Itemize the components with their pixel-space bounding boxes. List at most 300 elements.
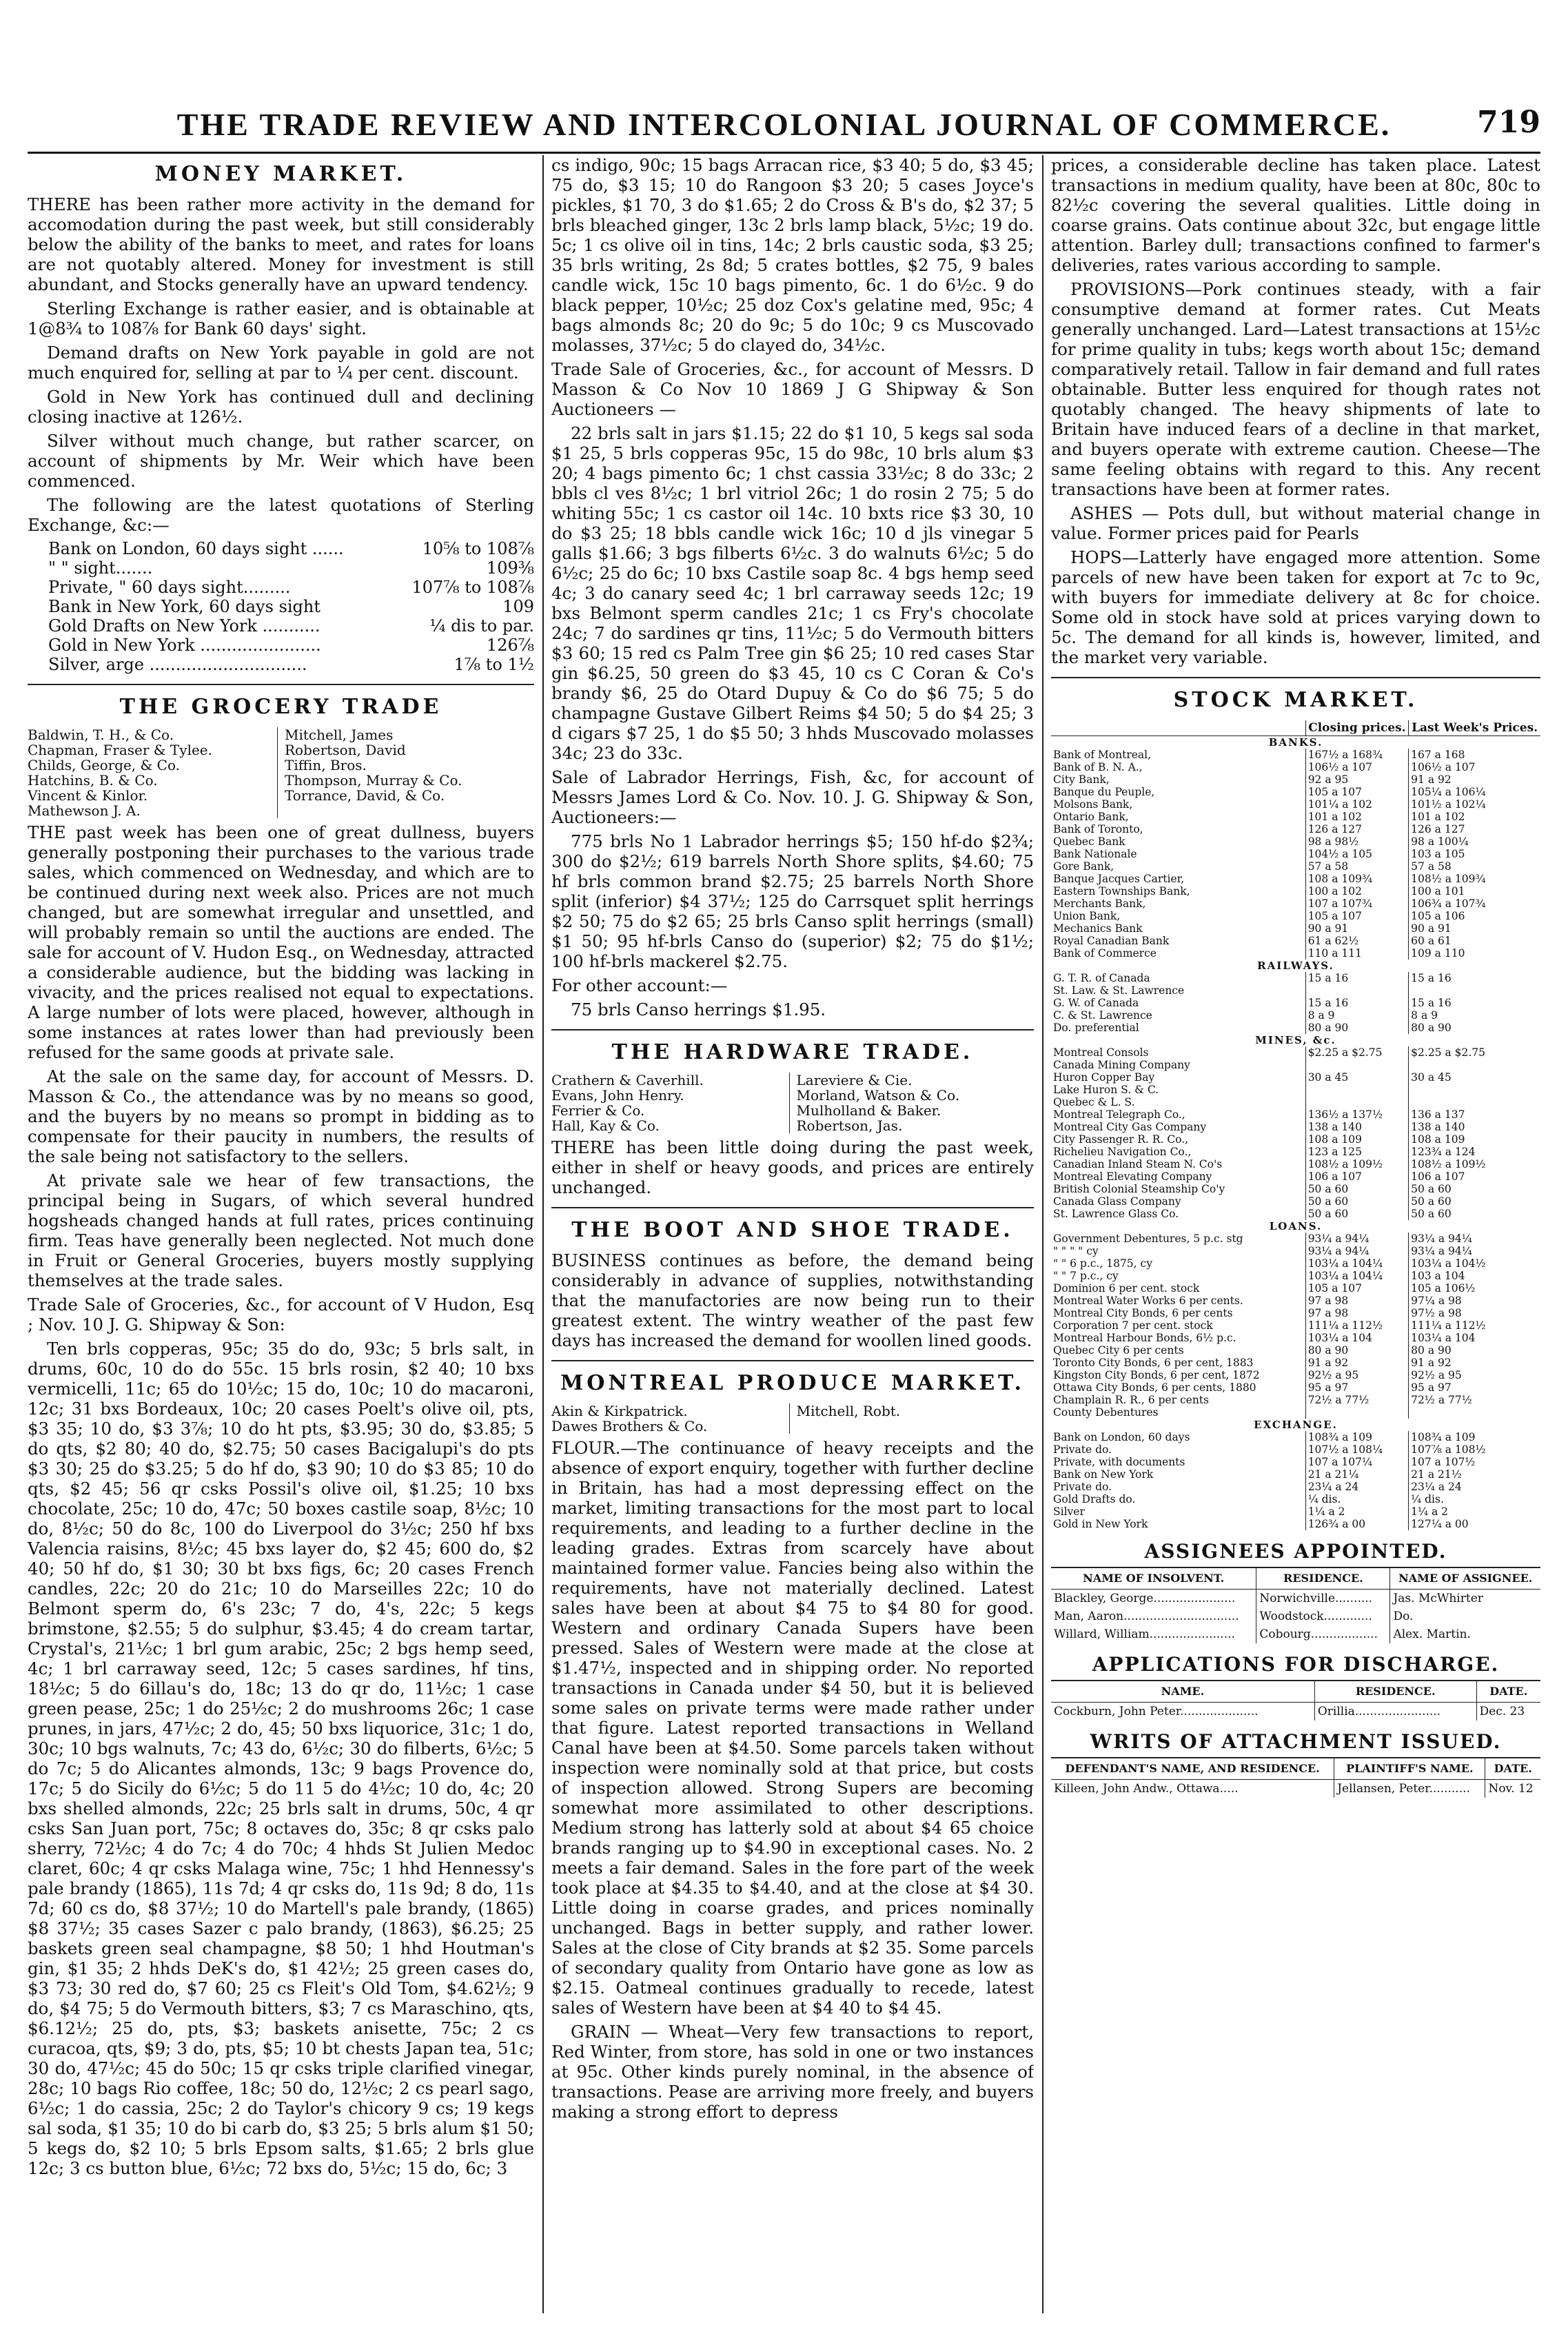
stock-name: Bank on London, 60 days bbox=[1053, 1431, 1190, 1443]
stock-row bbox=[1051, 848, 1540, 860]
stock-row bbox=[1051, 1208, 1540, 1220]
stock-table-header bbox=[1051, 720, 1540, 736]
column-2 bbox=[551, 155, 1034, 2313]
table-row: Blackley, George...................... Norwichville.......... Jas. McWhirter bbox=[1051, 1590, 1540, 1608]
stock-last-week-price: 100 a 101 bbox=[1409, 885, 1540, 897]
stock-name: Montreal Consols bbox=[1053, 1046, 1149, 1059]
stock-row bbox=[1051, 1431, 1540, 1443]
stock-name: Union Bank, bbox=[1053, 910, 1121, 922]
stock-last-week-price: 103 a 105 bbox=[1409, 848, 1540, 860]
sale-note: For other account:— bbox=[551, 975, 728, 995]
stock-last-week-price: 108½ a 109¾ bbox=[1409, 873, 1540, 885]
money-market-paragraph: The following are the latest quotations of Sterling Exchange, &c:— bbox=[28, 495, 534, 535]
stock-closing-price: 80 a 90 bbox=[1305, 1022, 1408, 1034]
stock-last-week-price: 91 a 92 bbox=[1409, 1357, 1540, 1369]
stock-last-week-price: 92½ a 95 bbox=[1409, 1369, 1540, 1381]
money-market-heading: MONEY MARKET. bbox=[154, 162, 407, 186]
rate-row: Private, " 60 days sight......... 107⅞ to 108⅞ bbox=[48, 578, 534, 597]
stock-name: Bank on New York bbox=[1053, 1468, 1154, 1481]
table-row: Willard, William....................... Cobourg.................. Alex. Martin. bbox=[1051, 1625, 1540, 1643]
stock-row bbox=[1051, 1443, 1540, 1456]
stock-last-week-price: $2.25 a $2.75 bbox=[1409, 1046, 1540, 1059]
stock-row bbox=[1051, 1009, 1540, 1022]
hardware-firms bbox=[551, 1073, 1034, 1133]
boot-shoe-paragraph: BUSINESS continues as before, the demand being considerably in advance of supplies, notwithstanding that the manufactories are now being run to their greatest extent. The wintry weather of the past few days has increased the demand for woollen lined goods. bbox=[551, 1250, 1034, 1350]
stock-last-week-price: 90 a 91 bbox=[1409, 922, 1540, 935]
stock-closing-price: 103¼ a 104¼ bbox=[1305, 1257, 1408, 1270]
stock-closing-price: 92 a 95 bbox=[1305, 773, 1408, 786]
col-closing-prices: Closing prices. bbox=[1305, 720, 1408, 736]
stock-row bbox=[1051, 823, 1540, 835]
stock-row bbox=[1051, 1146, 1540, 1158]
stock-last-week-price: 1¼ a 2 bbox=[1409, 1505, 1540, 1518]
stock-row bbox=[1051, 1357, 1540, 1369]
stock-name: Quebec Bank bbox=[1053, 835, 1126, 848]
stock-last-week-price: 60 a 61 bbox=[1409, 935, 1540, 947]
produce-paragraph: GRAIN — Wheat—Very few transactions to report, Red Winter, from store, has sold in one or two instances at 95c. Other kinds purely nominal, in the absence of transactions. Pease are arriving more freely, and buyers making a strong effort to depress bbox=[551, 2022, 1034, 2122]
stock-closing-price: 103¼ a 104¼ bbox=[1305, 1270, 1408, 1282]
rate-row: Gold Drafts on New York ........... ¼ dis to par. bbox=[48, 616, 534, 636]
stock-category-label: MINES, &c. bbox=[1255, 1034, 1336, 1046]
column-3 bbox=[1051, 155, 1540, 2313]
stock-closing-price: 101¼ a 102 bbox=[1305, 798, 1408, 811]
grocery-paragraph: Trade Sale of Groceries, &c., for account of V Hudon, Esq ; Nov. 10 J. G. Shipway & Son: bbox=[28, 1295, 534, 1335]
stock-last-week-price: 93¼ a 94¼ bbox=[1409, 1232, 1540, 1245]
stock-row bbox=[1051, 935, 1540, 947]
firms-right: Mitchell, Robt. bbox=[789, 1403, 1035, 1434]
stock-row bbox=[1051, 1022, 1540, 1034]
table-row: Cockburn, John Peter..................... Orillia....................... Dec. 23 bbox=[1051, 1703, 1540, 1721]
stock-closing-price: 23¼ a 24 bbox=[1305, 1481, 1408, 1493]
stock-name: Montreal Harbour Bonds, 6½ p.c. bbox=[1053, 1332, 1236, 1344]
money-market-paragraph: Gold in New York has continued dull and declining closing inactive at 126½. bbox=[28, 387, 534, 427]
stock-closing-price: 98 a 98½ bbox=[1305, 835, 1408, 848]
grocery-heading: THE GROCERY TRADE bbox=[119, 695, 442, 719]
stock-name: G. T. R. of Canada bbox=[1053, 972, 1150, 984]
stock-closing-price: 90 a 91 bbox=[1305, 922, 1408, 935]
stock-closing-price: 50 a 60 bbox=[1305, 1195, 1408, 1208]
exchange-rates-list bbox=[28, 539, 534, 674]
money-market-paragraph: Sterling Exchange is rather easier, and is obtainable at 1@8¾ to 108⅞ for Bank 60 days' sight. bbox=[28, 298, 534, 338]
discharge-table: NAME. RESIDENCE. DATE. Cockburn, John Peter..................... Orillia....................... Dec. 23 bbox=[1051, 1680, 1540, 1721]
stock-closing-price: 138 a 140 bbox=[1305, 1121, 1408, 1133]
stock-last-week-price: 106 a 107 bbox=[1409, 1170, 1540, 1183]
stock-last-week-price: 50 a 60 bbox=[1409, 1183, 1540, 1195]
stock-last-week-price: 98 a 100¼ bbox=[1409, 835, 1540, 848]
stock-name: Bank of Toronto, bbox=[1053, 823, 1143, 835]
stock-last-week-price: 103 a 104 bbox=[1409, 1270, 1540, 1282]
sale-list: 22 brls salt in jars $1.15; 22 do $1 10, 5 kegs sal soda $1 25, 5 brls copperas 95c, 15 do 98c, 10 brls alum $3 20; 4 bags pimento 6c; 1 chst cassia 33½c; 8 do 33c; 2 bbls cl ves 8½c; 1 brl vitriol 26c; 1 do rosin 2 75; 5 do whiting 55c; 1 cs castor oil 14c. 10 bxts rice $3 30, 10 do $3 25; 18 bbls candle wick 16c; 10 d jls vinegar 5 galls $1.66; 3 bgs filberts 6½c. 3 do walnuts 6½c; 5 do 6½c; 25 do 6c; 10 bxs Castile soap 8c. 4 bgs hemp seed 4c; 3 do canary seed 4c; 1 brl carraway seeds 12c; 19 bxs Belmont sperm candles 21c; 1 cs Fry's chocolate 24c; 7 do sardines qr tins, 11½c; 5 do Vermouth bitters $3 60; 15 red cs Palm Tree gin $6 25; 10 red cases Star gin $6.25, 50 green do $3 45, 10 cs C Coran & Co's brandy $6, 25 do Otard Dupuy & Co do $6 75; 5 do champagne Gustave Gilbert Reims $4 50; 5 do $4 25; 3 d cigars $7 25, 1 do $5 50; 3 hhds Muscovado molasses 34c; 23 do 33c. bbox=[551, 423, 1034, 763]
stock-name: St. Law. & St. Lawrence bbox=[1053, 984, 1185, 997]
stock-closing-price: 72½ a 77½ bbox=[1305, 1394, 1408, 1406]
stock-name: G. W. of Canada bbox=[1053, 997, 1139, 1009]
stock-name: " " " " cy bbox=[1053, 1245, 1099, 1257]
stock-last-week-price: ¼ dis. bbox=[1409, 1493, 1540, 1505]
stock-last-week-price: 136 a 137 bbox=[1409, 1108, 1540, 1121]
stock-last-week-price: 109 a 110 bbox=[1409, 947, 1540, 960]
stock-row bbox=[1051, 835, 1540, 848]
stock-last-week-price bbox=[1409, 1059, 1540, 1071]
grocery-sale-list: Ten brls copperas, 95c; 35 do do, 93c; 5 brls salt, in drums, 60c, 10 do do 55c. 15 brls rosin, $2 40; 10 bxs vermicelli, 11c; 65 do 10½c; 15 do, 10c; 10 do macaroni, 12c; 31 bxs Bordeaux, 10c; 20 cases Poelt's olive oil, pts, $3 35; 10 do, $3 3⅞; 10 do ht pts, $3.95; 30 do, $3.85; 5 do qts, $2 80; 40 do, $2.75; 50 cases Bacigalupi's do pts $3 30; 25 do $3.25; 5 do hf do, $3 90; 10 do $3 85; 10 do qts, $2 45; 56 qr csks Possil's olive oil, $1.25; 10 bxs chocolate, 25c; 10 do, 47c; 50 boxes castile soap, 8½c; 10 do, 8½c; 50 do 8c, 100 do Liverpool do 3½c; 250 hf bxs Valencia raisins, 8½c; 45 bxs layer do, $2 45; 600 do, $2 40; 50 hf do, $1 30; 30 bt bxs figs, 6c; 20 cases French candles, 22c; 20 do 21c; 10 do Marseilles 22c; 10 do Belmont sperm do, 6's 23c; 7 do, 4's, 22c; 5 kegs brimstone, $2.55; 5 do sulphur, $3.45; 4 do cream tartar, Crystal's, 21½c; 1 brl gum arabic, 25c; 2 bgs hemp seed, 4c; 1 brl carraway seed, 12c; 5 cases sardines, hf tins, 18½c; 5 do 6illau's do, 18c; 13 do qr do, 11½c; 1 case green pease, 25c; 1 do 25½c; 2 do mushrooms 26c; 1 case prunes, in jars, 47½c; 2 do, 45; 50 bxs liquorice, 31c; 1 do, 30c; 10 bgs walnuts, 7c; 43 do, 6½c; 30 do filberts, 6½c; 5 do 7c; 5 do Alicantes almonds, 13c; 9 bags Provence do, 17c; 5 do Sicily do 6½c; 5 do 11 5 do 4½c; 10 do, 4c; 20 bxs shelled almonds, 22c; 25 brls salt in drums, 50c, 4 qr csks San Juan port, 75c; 8 octaves do, 35c; 8 qr csks palo sherry, 72½c; 4 do 7c; 4 do 70c; 4 hhds St Julien Medoc claret, 60c; 4 qr csks Malaga wine, 75c; 1 hhd Hennessy's pale brandy (1865), 11s 7d; 4 qr csks do, 11s 9d; 8 do, 11s 7d; 60 cs do, $8 37½; 10 do Martell's pale brandy, (1865) $8 37½; 35 cases Sazer c palo brandy, (1863), $6.25; 25 baskets green seal champagne, $8 50; 1 hhd Houtman's gin, $1 35; 2 hhds DeK's do, $1 42½; 25 green cases do, $3 73; 30 red do, $7 60; 25 cs Fleit's Old Tom, $4.62½; 9 do, $4 75; 5 do Vermouth bitters, $3; 7 cs Maraschino, qts, $6.12½; 25 do, pts, $3; baskets anisette, 75c; 2 cs curacoa, qts, $9; 3 do, pts, $5; 10 bt chests Japan tea, 51c; 30 do, 47½c; 45 do 50c; 15 qr csks triple clarified vinegar, 28c; 10 bags Rio coffee, 18c; 50 do, 12½c; 2 cs pearl sago, 6½c; 1 do cassia, 25c; 2 do Taylor's chicory 9 cs; 19 kegs sal soda, $1 35; 10 do bi carb do, $3 25; 5 brls alum $1 50; 5 kegs do, $2 10; 5 brls Epsom salts, $1.65; 2 brls glue 12c; 3 cs button blue, 6½c; 72 bxs do, 5½c; 15 do, 6c; 3 bbox=[28, 1339, 534, 2178]
stock-closing-price: $2.25 a $2.75 bbox=[1305, 1046, 1408, 1059]
rate-row: Bank in New York, 60 days sight 109 bbox=[48, 597, 534, 616]
stock-closing-price bbox=[1305, 984, 1408, 997]
stock-last-week-price: 123¾ a 124 bbox=[1409, 1146, 1540, 1158]
stock-name: Gold Drafts do. bbox=[1053, 1493, 1136, 1505]
stock-last-week-price: 105¼ a 106¼ bbox=[1409, 786, 1540, 798]
stock-name: Private do. bbox=[1053, 1481, 1112, 1493]
produce-firms bbox=[551, 1403, 1034, 1434]
stock-closing-price: 108½ a 109½ bbox=[1305, 1158, 1408, 1170]
firms-left: Crathern & Caverhill. Evans, John Henry. Ferrier & Co. Hall, Kay & Co. bbox=[551, 1073, 704, 1133]
stock-table-body bbox=[1051, 736, 1540, 1531]
stock-category-label: RAILWAYS. bbox=[1257, 960, 1334, 972]
money-market-paragraph: Demand drafts on New York payable in gold are not much enquired for, selling at par to ¼ per cent. discount. bbox=[28, 343, 534, 383]
stock-name: Canada Glass Company bbox=[1053, 1195, 1181, 1208]
stock-row bbox=[1051, 1133, 1540, 1146]
firms-right: Lareviere & Cie. Morland, Watson & Co. Mulholland & Baker. Robertson, Jas. bbox=[789, 1073, 1035, 1133]
produce-paragraph: PROVISIONS—Pork continues steady, with a fair consumptive demand at former rates. Cut Meats generally unchanged. Lard—Latest transactions at 15½c for prime quality in tubs; kegs worth about 15c; demand comparatively retail. Tallow in fair demand and full rates obtainable. Butter less enquired for though rates not quotably changed. The heavy shipments of late to Britain have induced fears of a decline in that market, and buyers operate with extreme caution. Cheese—The same feeling obtains with regard to this. Any recent transactions have been at former rates. bbox=[1051, 279, 1540, 499]
stock-name: Merchants Bank, bbox=[1053, 897, 1146, 910]
column-divider bbox=[1042, 155, 1043, 2313]
stock-closing-price: 167½ a 168¾ bbox=[1305, 749, 1408, 761]
stock-row bbox=[1051, 997, 1540, 1009]
stock-name: Quebec & L. S. bbox=[1053, 1096, 1135, 1108]
stock-name: " " 6 p.c., 1875, cy bbox=[1053, 1257, 1152, 1270]
stock-row bbox=[1051, 761, 1540, 773]
stock-closing-price: 50 a 60 bbox=[1305, 1208, 1408, 1220]
stock-row bbox=[1051, 1059, 1540, 1071]
stock-row bbox=[1051, 947, 1540, 960]
stock-closing-price: 108 a 109 bbox=[1305, 1133, 1408, 1146]
stock-row bbox=[1051, 811, 1540, 823]
stock-closing-price: 97 a 98 bbox=[1305, 1295, 1408, 1307]
stock-last-week-price: 105 a 106 bbox=[1409, 910, 1540, 922]
stock-row bbox=[1051, 1481, 1540, 1493]
stock-name: Canada Mining Company bbox=[1053, 1059, 1190, 1071]
stock-last-week-price: 108 a 109 bbox=[1409, 1133, 1540, 1146]
stock-last-week-price: 127¼ a 00 bbox=[1409, 1518, 1540, 1530]
stock-last-week-price: 8 a 9 bbox=[1409, 1009, 1540, 1022]
stock-category-row bbox=[1051, 1034, 1540, 1046]
stock-row bbox=[1051, 1468, 1540, 1481]
stock-name: Bank of B. N. A., bbox=[1053, 761, 1143, 773]
stock-row bbox=[1051, 1158, 1540, 1170]
stock-row bbox=[1051, 1344, 1540, 1357]
stock-last-week-price: 93¼ a 94¼ bbox=[1409, 1245, 1540, 1257]
produce-heading: MONTREAL PRODUCE MARKET. bbox=[560, 1371, 1025, 1395]
stock-name: Corporation 7 per cent. stock bbox=[1053, 1319, 1213, 1332]
stock-closing-price: 61 a 62½ bbox=[1305, 935, 1408, 947]
stock-name: Canadian Inland Steam N. Co's bbox=[1053, 1158, 1223, 1170]
stock-row bbox=[1051, 860, 1540, 873]
stock-category-row bbox=[1051, 960, 1540, 972]
stock-row bbox=[1051, 885, 1540, 897]
stock-name: C. & St. Lawrence bbox=[1053, 1009, 1152, 1022]
stock-last-week-price: 15 a 16 bbox=[1409, 997, 1540, 1009]
stock-name: Ontario Bank, bbox=[1053, 811, 1129, 823]
stock-closing-price: 93¼ a 94¼ bbox=[1305, 1245, 1408, 1257]
section-rule bbox=[551, 1029, 1034, 1031]
stock-closing-price: 108 a 109¾ bbox=[1305, 873, 1408, 885]
stock-last-week-price: 30 a 45 bbox=[1409, 1071, 1540, 1084]
sale-heading-paragraph: Trade Sale of Groceries, &c., for account of Messrs. D Masson & Co Nov 10 1869 J G Shipway & Son Auctioneers — bbox=[551, 359, 1034, 419]
produce-paragraph: ASHES — Pots dull, but without material change in value. Former prices paid for Pearls bbox=[1051, 503, 1540, 543]
rate-row: " " sight....... 109⅜ bbox=[48, 558, 534, 578]
stock-closing-price: 91 a 92 bbox=[1305, 1357, 1408, 1369]
stock-closing-price: 103¼ a 104 bbox=[1305, 1332, 1408, 1344]
stock-name: Lake Huron S. & C. bbox=[1053, 1084, 1159, 1096]
stock-closing-price bbox=[1305, 1084, 1408, 1096]
stock-closing-price: 101 a 102 bbox=[1305, 811, 1408, 823]
hardware-heading: THE HARDWARE TRADE. bbox=[611, 1040, 974, 1064]
stock-row bbox=[1051, 1319, 1540, 1332]
discharge-heading: APPLICATIONS FOR DISCHARGE. bbox=[1092, 1653, 1500, 1676]
stock-row bbox=[1051, 897, 1540, 910]
stock-name: Bank Nationale bbox=[1053, 848, 1137, 860]
grocery-firms bbox=[28, 727, 534, 818]
stock-closing-price: ¼ dis. bbox=[1305, 1493, 1408, 1505]
stock-closing-price bbox=[1305, 1096, 1408, 1108]
stock-closing-price: 100 a 102 bbox=[1305, 885, 1408, 897]
stock-closing-price: 107½ a 108¼ bbox=[1305, 1443, 1408, 1456]
stock-name: Private do. bbox=[1053, 1443, 1112, 1456]
stock-last-week-price: 106¾ a 107¾ bbox=[1409, 897, 1540, 910]
stock-last-week-price: 57 a 58 bbox=[1409, 860, 1540, 873]
stock-name: Montreal Elevating Company bbox=[1053, 1170, 1212, 1183]
stock-name: Bank of Commerce bbox=[1053, 947, 1157, 960]
stock-last-week-price: 107 a 107½ bbox=[1409, 1456, 1540, 1468]
stock-name: Huron Copper Bay bbox=[1053, 1071, 1155, 1084]
stock-row bbox=[1051, 1071, 1540, 1084]
stock-category-row bbox=[1051, 1419, 1540, 1431]
stock-row bbox=[1051, 1108, 1540, 1121]
stock-row bbox=[1051, 1406, 1540, 1419]
money-market-paragraph: Silver without much change, but rather scarcer, on account of shipments by Mr. Weir which have been commenced. bbox=[28, 431, 534, 491]
stock-category-label: LOANS. bbox=[1269, 1220, 1323, 1232]
header-rule bbox=[28, 152, 1540, 154]
stock-last-week-price: 107⅞ a 108½ bbox=[1409, 1443, 1540, 1456]
writs-table: DEFENDANT'S NAME, AND RESIDENCE. PLAINTIFF'S NAME. DATE. Killeen, John Andw., Ottawa..... Jellansen, Peter........... Nov. 12 bbox=[1051, 1757, 1540, 1798]
stock-closing-price: 126 a 127 bbox=[1305, 823, 1408, 835]
stock-closing-price: 93¼ a 94¼ bbox=[1305, 1232, 1408, 1245]
assignees-heading: ASSIGNEES APPOINTED. bbox=[1144, 1540, 1447, 1563]
stock-row bbox=[1051, 1084, 1540, 1096]
column-divider bbox=[542, 155, 544, 2313]
writs-heading: WRITS OF ATTACHMENT ISSUED. bbox=[1090, 1730, 1502, 1753]
stock-name: British Colonial Steamship Co'y bbox=[1053, 1183, 1225, 1195]
stock-category-label: BANKS. bbox=[1268, 736, 1323, 749]
stock-last-week-price: 15 a 16 bbox=[1409, 972, 1540, 984]
stock-name: Kingston City Bonds, 6 per cent, 1872 bbox=[1053, 1369, 1260, 1381]
stock-last-week-price: 91 a 92 bbox=[1409, 773, 1540, 786]
stock-row bbox=[1051, 1381, 1540, 1394]
stock-row bbox=[1051, 1096, 1540, 1108]
firms-right: Mitchell, James Robertson, David Tiffin, Bros. Thompson, Murray & Co. Torrance, David, & Co. bbox=[277, 727, 534, 818]
stock-category-row bbox=[1051, 1220, 1540, 1232]
stock-closing-price: 8 a 9 bbox=[1305, 1009, 1408, 1022]
stock-closing-price: 123 a 125 bbox=[1305, 1146, 1408, 1158]
stock-name: Dominion 6 per cent. stock bbox=[1053, 1282, 1200, 1295]
stock-row bbox=[1051, 984, 1540, 997]
stock-name: Bank of Montreal, bbox=[1053, 749, 1152, 761]
stock-row bbox=[1051, 1195, 1540, 1208]
stock-name: Toronto City Bonds, 6 per cent, 1883 bbox=[1053, 1357, 1254, 1369]
sale-note: 75 brls Canso herrings $1.95. bbox=[571, 999, 826, 1019]
table-row: Man, Aaron............................... Woodstock............. Do. bbox=[1051, 1607, 1540, 1625]
table-row: Killeen, John Andw., Ottawa..... Jellansen, Peter........... Nov. 12 bbox=[1051, 1780, 1540, 1798]
section-rule bbox=[551, 1207, 1034, 1208]
rate-row: Gold in New York ....................... 126⅞ bbox=[48, 636, 534, 655]
stock-closing-price: 106 a 107 bbox=[1305, 1170, 1408, 1183]
stock-row bbox=[1051, 873, 1540, 885]
stock-table bbox=[1051, 720, 1540, 1530]
sale-heading-paragraph: Sale of Labrador Herrings, Fish, &c, for account of Messrs James Lord & Co. Nov. 10. J. G. Shipway & Son, Auctioneers:— bbox=[551, 767, 1034, 827]
stock-last-week-price: 50 a 60 bbox=[1409, 1208, 1540, 1220]
grocery-paragraph: At private sale we hear of few transactions, the principal being in Sugars, of which several hundred hogsheads changed hands at full rates, prices continuing firm. Teas have generally been neglected. Not much done in Fruit or General Groceries, buyers mostly supplying themselves at the trade sales. bbox=[28, 1170, 534, 1290]
stock-row bbox=[1051, 1245, 1540, 1257]
stock-last-week-price: 101½ a 102¼ bbox=[1409, 798, 1540, 811]
stock-name: Richelieu Navigation Co., bbox=[1053, 1146, 1192, 1158]
stock-last-week-price: 95 a 97 bbox=[1409, 1381, 1540, 1394]
stock-name: City Passenger R. R. Co., bbox=[1053, 1133, 1189, 1146]
stock-name: Do. preferential bbox=[1053, 1022, 1139, 1034]
stock-category-label: EXCHANGE. bbox=[1254, 1419, 1338, 1431]
rate-row: Bank on London, 60 days sight ...... 10⅝ to 108⅞ bbox=[48, 539, 534, 558]
money-market-paragraph: THERE has been rather more activity in the demand for accomodation during the past week, but still considerably below the ability of the banks to meet, and rates for loans are not quotably altered. Money for investment is still abundant, and Stocks generally have an upward tendency. bbox=[28, 194, 534, 294]
stock-last-week-price: 80 a 90 bbox=[1409, 1344, 1540, 1357]
stock-name: City Bank, bbox=[1053, 773, 1110, 786]
stock-row bbox=[1051, 972, 1540, 984]
stock-row bbox=[1051, 786, 1540, 798]
stock-row bbox=[1051, 1282, 1540, 1295]
stock-row bbox=[1051, 1307, 1540, 1319]
stock-row bbox=[1051, 910, 1540, 922]
firms-left: Baldwin, T. H., & Co. Chapman, Fraser & Tylee. Childs, George, & Co. Hatchins, B. & Co. Vincent & Kinlor. Mathewson J. A. bbox=[28, 727, 212, 818]
stock-last-week-price: 23¼ a 24 bbox=[1409, 1481, 1540, 1493]
stock-row bbox=[1051, 798, 1540, 811]
stock-row bbox=[1051, 1170, 1540, 1183]
stock-last-week-price: 103¼ a 104½ bbox=[1409, 1257, 1540, 1270]
stock-name: Champlain R. R., 6 per cents bbox=[1053, 1394, 1209, 1406]
stock-row bbox=[1051, 1394, 1540, 1406]
rate-row: Silver, arge .............................. 1⅞ to 1½ bbox=[48, 655, 534, 674]
stock-last-week-price: 21 a 21½ bbox=[1409, 1468, 1540, 1481]
stock-row bbox=[1051, 1295, 1540, 1307]
stock-name: Molsons Bank, bbox=[1053, 798, 1133, 811]
produce-paragraph: FLOUR.—The continuance of heavy receipts and the absence of export enquiry, together with further decline in Britain, has had a most depressing effect on the market, limiting transactions for the most part to local requirements, and leading to a further decline in the leading grades. Extras from scarcely have about maintained former value. Fancies being also within the requirements, have not materially declined. Latest sales have been at about $4 75 to $4 80 for good. Western and ordinary Canada Supers have been pressed. Sales of Western were made at the close at $1.47½, inspected and in shipping order. No reported transactions in Canada under $4 50, but it is believed some sales on private terms were made rather under that figure. Latest reported transactions in Welland Canal have been at $4.50. Some parcels taken without inspection were nominally sold at that price, but costs of inspection allowed. Strong Supers are becoming somewhat more assimilated to other descriptions. Medium strong has latterly sold at about $4 65 choice brands ranging up to $4.90 in exceptional cases. No. 2 meets a fair demand. Sales in the fore part of the week took place at $4.35 to $4.40, and at the close at $4 30. Little doing in coarse grades, and prices nominally unchanged. Bags in better supply, and rather lower. Sales at the close of City brands at $2 35. Some parcels of secondary quality from Ontario have gone as low as $2.15. Oatmeal continues gradually to recede, latest sales of Western have been at $4 40 to $4 45. bbox=[551, 1438, 1034, 2018]
hardware-paragraph: THERE has been little doing during the past week, either in shelf or heavy goods, and prices are entirely unchanged. bbox=[551, 1137, 1034, 1197]
stock-last-week-price: 108½ a 109½ bbox=[1409, 1158, 1540, 1170]
stock-closing-price: 95 a 97 bbox=[1305, 1381, 1408, 1394]
page-header bbox=[28, 97, 1540, 152]
stock-closing-price: 136½ a 137½ bbox=[1305, 1108, 1408, 1121]
stock-row bbox=[1051, 749, 1540, 761]
column-1 bbox=[28, 155, 534, 2313]
stock-closing-price: 105 a 107 bbox=[1305, 1282, 1408, 1295]
stock-closing-price: 21 a 21¼ bbox=[1305, 1468, 1408, 1481]
section-rule bbox=[551, 1360, 1034, 1361]
stock-closing-price: 107 a 107¼ bbox=[1305, 1456, 1408, 1468]
sale-list-continued: cs indigo, 90c; 15 bags Arracan rice, $3 40; 5 do, $3 45; 75 do, $3 15; 10 do Rangoon $3 20; 5 cases Joyce's pickles, $1 70, 3 do $1.65; 2 do Cross & B's do, $2 37; 5 brls bleached ginger, 13c 2 brls lamp black, 5½c; 19 do. 5c; 1 cs olive oil in tins, 14c; 2 brls caustic soda, $3 25; 35 brls writing, 2s 8d; 5 crates bottles, $2 75, 9 bales candle wick, 15c 10 bags pimento, 6c. 1 do 6½c. 9 do black pepper, 10½c; 25 doz Cox's gelatine med, 95c; 4 bags almonds 8c; 20 do 9c; 5 do 10c; 9 cs Muscovado molasses, 37½c; 5 do clayed do, 34½c. bbox=[551, 155, 1034, 355]
grocery-paragraph: At the sale on the same day, for account of Messrs. D. Masson & Co., the attendance was by no means so good, and the buyers by no means so prompt in bidding as to compensate for their paucity in numbers, the results of the sale being not satisfactory to the sellers. bbox=[28, 1066, 534, 1166]
stock-name: Gore Bank, bbox=[1053, 860, 1114, 873]
stock-name: County Debentures bbox=[1053, 1406, 1159, 1419]
stock-closing-price: 1¼ a 2 bbox=[1305, 1505, 1408, 1518]
stock-name: " " 7 p.c., cy bbox=[1053, 1270, 1119, 1282]
sale-list: 775 brls No 1 Labrador herrings $5; 150 hf-do $2¾; 300 do $2½; 619 barrels North Shore splits, $4.60; 75 hf brls common brand $2.75; 25 barrels North Shore split (inferior) $4 37½; 125 do Carrsquet split herrings $2 50; 75 do $2 65; 25 brls Canso split herrings (small) $1 50; 95 hf-brls Canso do (superior) $2; 75 do $1½; 100 hf-brls mackerel $2.75. bbox=[551, 831, 1034, 971]
page-number: 719 bbox=[1477, 105, 1540, 140]
stock-closing-price: 15 a 16 bbox=[1305, 997, 1408, 1009]
stock-category-row bbox=[1051, 736, 1540, 749]
stock-closing-price: 104½ a 105 bbox=[1305, 848, 1408, 860]
stock-closing-price: 30 a 45 bbox=[1305, 1071, 1408, 1084]
stock-name: Private, with documents bbox=[1053, 1456, 1185, 1468]
stock-row bbox=[1051, 1369, 1540, 1381]
stock-name: Montreal City Gas Company bbox=[1053, 1121, 1207, 1133]
stock-row bbox=[1051, 1505, 1540, 1518]
stock-row bbox=[1051, 773, 1540, 786]
stock-name: Banque du Peuple, bbox=[1053, 786, 1155, 798]
stock-row bbox=[1051, 1121, 1540, 1133]
boot-shoe-heading: THE BOOT AND SHOE TRADE. bbox=[571, 1218, 1014, 1242]
masthead-title: THE TRADE REVIEW AND INTERCOLONIAL JOURNAL OF COMMERCE. bbox=[176, 106, 1392, 142]
stock-last-week-price: 138 a 140 bbox=[1409, 1121, 1540, 1133]
stock-closing-price: 50 a 60 bbox=[1305, 1183, 1408, 1195]
stock-name: Government Debentures, 5 p.c. stg bbox=[1053, 1232, 1243, 1245]
section-rule bbox=[1051, 677, 1540, 678]
stock-row bbox=[1051, 1183, 1540, 1195]
stock-name: Gold in New York bbox=[1053, 1518, 1148, 1530]
stock-name: Eastern Townships Bank, bbox=[1053, 885, 1190, 897]
stock-name: Banque Jacques Cartier, bbox=[1053, 873, 1185, 885]
stock-closing-price: 92½ a 95 bbox=[1305, 1369, 1408, 1381]
stock-last-week-price: 97½ a 98 bbox=[1409, 1307, 1540, 1319]
stock-row bbox=[1051, 1493, 1540, 1505]
stock-name: Silver bbox=[1053, 1505, 1085, 1518]
section-rule bbox=[28, 684, 534, 685]
stock-name: Montreal City Bonds, 6 per cents bbox=[1053, 1307, 1233, 1319]
stock-closing-price: 111¼ a 112½ bbox=[1305, 1319, 1408, 1332]
stock-name: St. Lawrence Glass Co. bbox=[1053, 1208, 1179, 1220]
col-last-week-prices: Last Week's Prices. bbox=[1409, 720, 1540, 736]
stock-row bbox=[1051, 1456, 1540, 1468]
stock-closing-price: 57 a 58 bbox=[1305, 860, 1408, 873]
stock-closing-price bbox=[1305, 1059, 1408, 1071]
stock-row bbox=[1051, 1518, 1540, 1530]
stock-closing-price bbox=[1305, 1406, 1408, 1419]
stock-row bbox=[1051, 1232, 1540, 1245]
stock-closing-price: 97 a 98 bbox=[1305, 1307, 1408, 1319]
stock-last-week-price: 80 a 90 bbox=[1409, 1022, 1540, 1034]
stock-last-week-price: 50 a 60 bbox=[1409, 1195, 1540, 1208]
stock-last-week-price bbox=[1409, 984, 1540, 997]
stock-closing-price: 105 a 107 bbox=[1305, 786, 1408, 798]
stock-row bbox=[1051, 1270, 1540, 1282]
stock-last-week-price: 106½ a 107 bbox=[1409, 761, 1540, 773]
stock-last-week-price: 97¼ a 98 bbox=[1409, 1295, 1540, 1307]
produce-paragraph: HOPS—Latterly have engaged more attention. Some parcels of new have been taken for export at 7c to 9c, with buyers for immediate delivery at 8c for choice. Some old in stock have sold at prices varying down to 5c. The demand for all kinds is, however, limited, and the market very variable. bbox=[1051, 547, 1540, 667]
stock-last-week-price: 72½ a 77½ bbox=[1409, 1394, 1540, 1406]
stock-row bbox=[1051, 1257, 1540, 1270]
stock-closing-price: 108¾ a 109 bbox=[1305, 1431, 1408, 1443]
firms-left: Akin & Kirkpatrick. Dawes Brothers & Co. bbox=[551, 1403, 708, 1434]
produce-paragraph: prices, a considerable decline has taken place. Latest transactions in medium quality, have been at 80c, 80c to 82½c covering the several qualities. Little doing in coarse grains. Oats continue about 32c, but engage little attention. Barley dull; transactions confined to farmer's deliveries, rates various according to sample. bbox=[1051, 155, 1540, 275]
grocery-paragraph: THE past week has been one of great dullness, buyers generally postponing their purchases to the various trade sales, which commenced on Wednesday, and which are to be continued during next week also. Prices are not much changed, but are somewhat irregular and unsettled, and will probably remain so until the auctions are ended. The sale for account of V. Hudon Esq., on Wednesday, attracted a considerable audience, but the bidding was lacking in vivacity, and the prices realised not equal to expectations. A large number of lots were placed, however, although in some instances at rates lower than had previously been refused for the same goods at private sale. bbox=[28, 822, 534, 1062]
stock-last-week-price: 111¼ a 112½ bbox=[1409, 1319, 1540, 1332]
stock-name: Montreal Water Works 6 per cents. bbox=[1053, 1295, 1243, 1307]
stock-last-week-price: 103¼ a 104 bbox=[1409, 1332, 1540, 1344]
